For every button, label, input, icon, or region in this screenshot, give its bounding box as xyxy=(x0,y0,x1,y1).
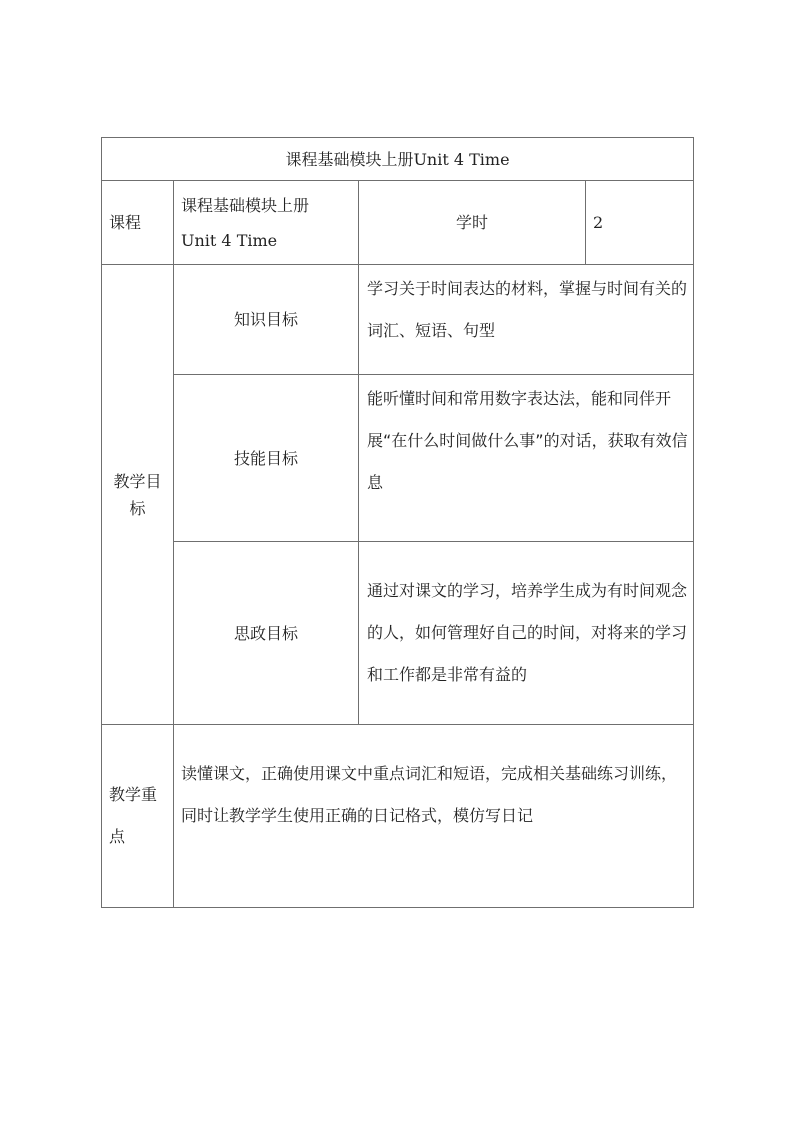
objective-label-ideology: 思政目标 xyxy=(174,542,359,725)
objective-row-ideology xyxy=(102,542,694,725)
objective-row-knowledge xyxy=(102,265,694,375)
course-name xyxy=(174,181,359,265)
title-row xyxy=(102,138,694,181)
objective-text-skill: 能听懂时间和常用数字表达法，能和同伴开展“在什么时间做什么事”的对话，获取有效信息 xyxy=(359,375,694,542)
objective-label-skill: 技能目标 xyxy=(174,375,359,542)
lesson-title: 课程基础模块上册Unit 4 Time xyxy=(102,138,694,181)
course-name-line1: 课程基础模块上册 xyxy=(181,195,310,215)
course-row xyxy=(102,181,694,265)
key-points-row xyxy=(102,725,694,908)
lesson-plan-table xyxy=(101,137,694,908)
course-label: 课程 xyxy=(102,181,174,265)
objective-row-skill xyxy=(102,375,694,542)
objective-text-ideology: 通过对课文的学习，培养学生成为有时间观念的人，如何管理好自己的时间，对将来的学习和工作都是非常有益的 xyxy=(359,542,694,725)
key-points-text: 读懂课文，正确使用课文中重点词汇和短语，完成相关基础练习训练，同时让教学学生使用正确的日记格式，模仿写日记 xyxy=(174,725,694,908)
hours-value: 2 xyxy=(586,181,694,265)
hours-label: 学时 xyxy=(359,181,586,265)
objective-label-knowledge: 知识目标 xyxy=(174,265,359,375)
course-name-line2: Unit 4 Time xyxy=(181,230,278,250)
objectives-label: 教学目标 xyxy=(102,265,174,725)
objective-text-knowledge: 学习关于时间表达的材料，掌握与时间有关的词汇、短语、句型 xyxy=(359,265,694,375)
key-points-label: 教学重点 xyxy=(102,725,174,908)
